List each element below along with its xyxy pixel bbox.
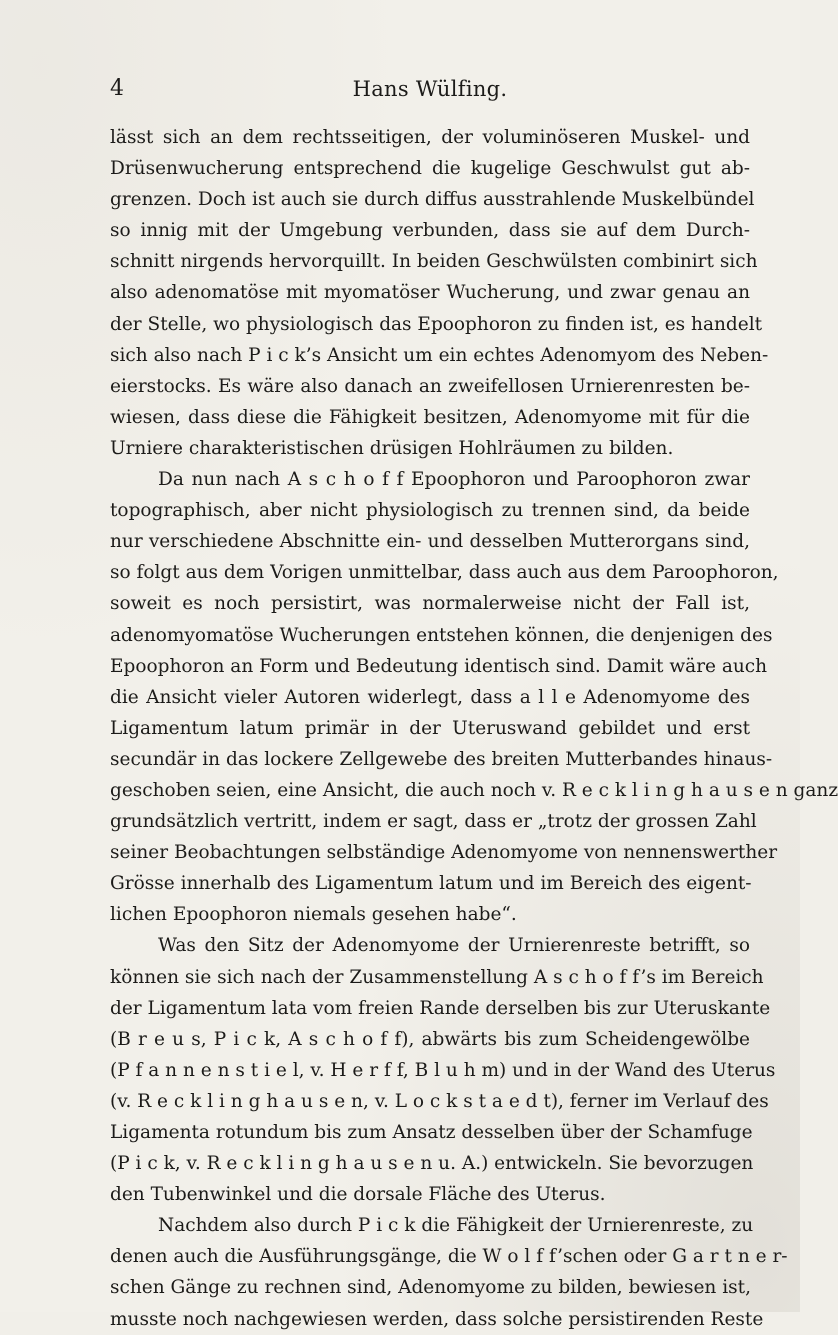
text-line: soweit es noch persistirt, was normalerweise nicht der Fall ist, [110, 593, 750, 615]
text-line: grenzen. Doch ist auch sie durch diffus ausstrahlende Muskelbündel [110, 189, 755, 211]
text-line: seiner Beobachtungen selbständige Adenomyome von nennenswerther [110, 842, 778, 864]
text-line: secundär in das lockere Zellgewebe des breiten Mutterbandes hinaus- [110, 748, 773, 770]
text-line: topographisch, aber nicht physiologisch zu trennen sind, da beide [110, 500, 750, 522]
running-head: Hans Wülfing. [352, 77, 508, 101]
text-line: die Ansicht vieler Autoren widerlegt, dass a l l e Adenomyome des [110, 686, 750, 708]
text-line: Was den Sitz der Adenomyome der Urnierenreste betrifft, so [158, 935, 750, 957]
text-line: Nachdem also durch P i c k die Fähigkeit der Urnierenreste, zu [158, 1215, 754, 1237]
text-line: Urniere charakteristischen drüsigen Hohlräumen zu bilden. [110, 437, 674, 459]
text-line: Da nun nach A s c h o f f Epoophoron und Paroophoron zwar [158, 469, 750, 491]
text-line: geschoben seien, eine Ansicht, die auch noch v. R e c k l i n g h a u s e n ganz [110, 779, 838, 801]
text-line: (v. R e c k l i n g h a u s e n, v. L o c k s t a e d t), ferner im Verlauf des [110, 1090, 769, 1112]
text-line: also adenomatöse mit myomatöser Wucherung, und zwar genau an [110, 282, 750, 304]
text-line: Ligamentum latum primär in der Uteruswand gebildet und erst [110, 717, 750, 739]
text-line: Epoophoron an Form und Bedeutung identisch sind. Damit wäre auch [110, 655, 768, 677]
text-line: (P f a n n e n s t i e l, v. H e r f f, B l u h m) und in der Wand des Uterus [110, 1059, 776, 1081]
text-line: der Stelle, wo physiologisch das Epoophoron zu finden ist, es handelt [110, 313, 763, 335]
page-header [110, 74, 750, 104]
text-line: schen Gänge zu rechnen sind, Adenomyome zu bilden, bewiesen ist, [110, 1277, 751, 1299]
text-line: grundsätzlich vertritt, indem er sagt, dass er „trotz der grossen Zahl [110, 811, 757, 833]
text-line: lichen Epoophoron niemals gesehen habe“. [110, 904, 517, 926]
text-line: lässt sich an dem rechtsseitigen, der voluminöseren Muskel- und [110, 127, 750, 148]
text-line: musste noch nachgewiesen werden, dass solche persistirenden Reste [110, 1308, 764, 1330]
text-line: Ligamenta rotundum bis zum Ansatz desselben über der Schamfuge [110, 1122, 753, 1143]
text-line: können sie sich nach der Zusammenstellung A s c h o f f’s im Bereich [110, 966, 764, 988]
text-line: eierstocks. Es wäre also danach an zweifellosen Urnierenresten be- [110, 375, 750, 397]
text-line: der Ligamentum lata vom freien Rande derselben bis zur Uteruskante [110, 997, 771, 1019]
text-line: so folgt aus dem Vorigen unmittelbar, dass auch aus dem Paroophoron, [110, 562, 779, 584]
text-line: schnitt nirgends hervorquillt. In beiden Geschwülsten combinirt sich [110, 251, 758, 273]
text-line: so innig mit der Umgebung verbunden, dass sie auf dem Durch- [110, 220, 750, 242]
text-line: nur verschiedene Abschnitte ein- und desselben Mutterorgans sind, [110, 531, 750, 553]
text-line: (P i c k, v. R e c k l i n g h a u s e n u. A.) entwickeln. Sie bevorzugen [110, 1153, 754, 1175]
text-line: Grösse innerhalb des Ligamentum latum und im Bereich des eigent- [110, 873, 752, 895]
text-line: den Tubenwinkel und die dorsale Fläche des Uterus. [110, 1184, 606, 1206]
text-line: sich also nach P i c k’s Ansicht um ein echtes Adenomyom des Neben- [110, 344, 769, 366]
text-line: (B r e u s, P i c k, A s c h o f f), abwärts bis zum Scheidengewölbe [110, 1028, 750, 1050]
page-number: 4 [110, 76, 124, 101]
text-line: wiesen, dass diese die Fähigkeit besitzen, Adenomyome mit für die [110, 406, 750, 428]
body-text [110, 122, 838, 1335]
text-line: Drüsenwucherung entsprechend die kugelige Geschwulst gut ab- [110, 158, 750, 180]
text-line: denen auch die Ausführungsgänge, die W o l f f’schen oder G a r t n e r- [110, 1246, 788, 1268]
text-line: adenomyomatöse Wucherungen entstehen können, die denjenigen des [110, 624, 773, 646]
